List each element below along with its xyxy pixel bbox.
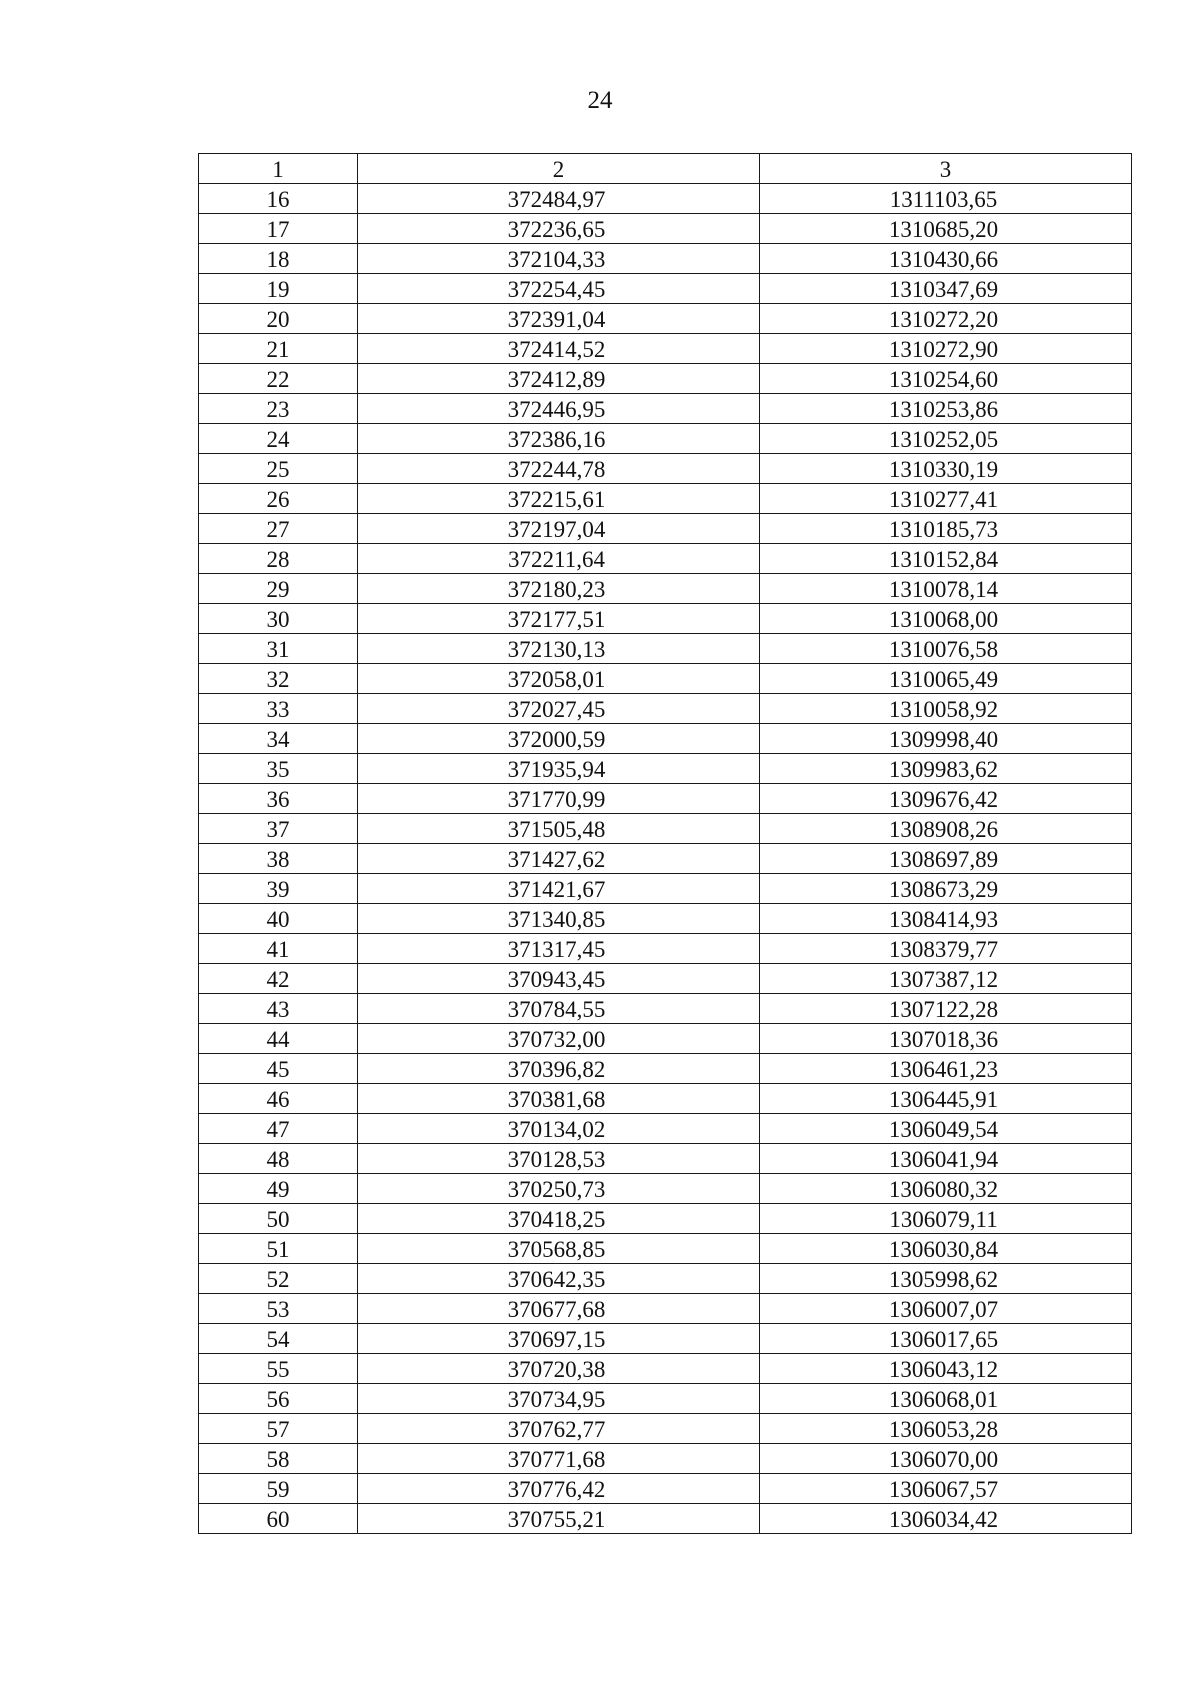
coordinate-x-cell: 370755,21	[358, 1504, 760, 1534]
coordinate-y-cell: 1306068,01	[760, 1384, 1132, 1414]
point-number-cell: 30	[199, 604, 358, 634]
coordinate-y-cell: 1309998,40	[760, 724, 1132, 754]
table-row	[199, 544, 1132, 574]
coordinate-x-cell: 370128,53	[358, 1144, 760, 1174]
point-number-cell: 43	[199, 994, 358, 1024]
point-number-cell: 50	[199, 1204, 358, 1234]
coordinate-x-cell: 372177,51	[358, 604, 760, 634]
table-row	[199, 364, 1132, 394]
table-row	[199, 754, 1132, 784]
point-number-cell: 54	[199, 1324, 358, 1354]
point-number-cell: 41	[199, 934, 358, 964]
point-number-cell: 29	[199, 574, 358, 604]
table-row	[199, 1414, 1132, 1444]
coordinate-y-cell: 1306034,42	[760, 1504, 1132, 1534]
coordinate-y-cell: 1309676,42	[760, 784, 1132, 814]
coordinates-table	[198, 153, 1132, 1534]
table-row	[199, 784, 1132, 814]
coordinate-x-cell: 372130,13	[358, 634, 760, 664]
point-number-cell: 42	[199, 964, 358, 994]
point-number-cell: 53	[199, 1294, 358, 1324]
table-row	[199, 274, 1132, 304]
table-row	[199, 244, 1132, 274]
table-row	[199, 1504, 1132, 1534]
table-row	[199, 1084, 1132, 1114]
coordinate-y-cell: 1306445,91	[760, 1084, 1132, 1114]
table-row	[199, 1144, 1132, 1174]
point-number-cell: 44	[199, 1024, 358, 1054]
table-row	[199, 1114, 1132, 1144]
coordinate-x-cell: 371935,94	[358, 754, 760, 784]
coordinate-x-cell: 370943,45	[358, 964, 760, 994]
table-row	[199, 1354, 1132, 1384]
point-number-cell: 38	[199, 844, 358, 874]
point-number-cell: 48	[199, 1144, 358, 1174]
point-number-cell: 27	[199, 514, 358, 544]
coordinate-x-cell: 370677,68	[358, 1294, 760, 1324]
table-row	[199, 934, 1132, 964]
table-row	[199, 394, 1132, 424]
coordinate-x-cell: 370381,68	[358, 1084, 760, 1114]
table-row	[199, 1294, 1132, 1324]
coordinate-x-cell: 370697,15	[358, 1324, 760, 1354]
coordinate-x-cell: 370568,85	[358, 1234, 760, 1264]
table-row	[199, 574, 1132, 604]
coordinate-x-cell: 370134,02	[358, 1114, 760, 1144]
point-number-cell: 45	[199, 1054, 358, 1084]
point-number-cell: 33	[199, 694, 358, 724]
coordinate-y-cell: 1310272,90	[760, 334, 1132, 364]
table-row	[199, 694, 1132, 724]
point-number-cell: 17	[199, 214, 358, 244]
column-header-3: 3	[760, 154, 1132, 184]
point-number-cell: 56	[199, 1384, 358, 1414]
table-row	[199, 1234, 1132, 1264]
coordinate-x-cell: 372391,04	[358, 304, 760, 334]
coordinate-x-cell: 372215,61	[358, 484, 760, 514]
coordinate-y-cell: 1310152,84	[760, 544, 1132, 574]
coordinate-y-cell: 1310252,05	[760, 424, 1132, 454]
coordinate-x-cell: 372412,89	[358, 364, 760, 394]
point-number-cell: 25	[199, 454, 358, 484]
point-number-cell: 23	[199, 394, 358, 424]
coordinate-y-cell: 1311103,65	[760, 184, 1132, 214]
coordinate-y-cell: 1310065,49	[760, 664, 1132, 694]
coordinate-x-cell: 372236,65	[358, 214, 760, 244]
point-number-cell: 60	[199, 1504, 358, 1534]
coordinate-y-cell: 1308414,93	[760, 904, 1132, 934]
column-header-2: 2	[358, 154, 760, 184]
coordinate-y-cell: 1310347,69	[760, 274, 1132, 304]
coordinate-y-cell: 1310685,20	[760, 214, 1132, 244]
table-row	[199, 634, 1132, 664]
coordinate-x-cell: 372104,33	[358, 244, 760, 274]
coordinate-y-cell: 1306007,07	[760, 1294, 1132, 1324]
table-row	[199, 994, 1132, 1024]
table-row	[199, 1474, 1132, 1504]
table-row	[199, 1204, 1132, 1234]
point-number-cell: 47	[199, 1114, 358, 1144]
point-number-cell: 58	[199, 1444, 358, 1474]
point-number-cell: 35	[199, 754, 358, 784]
coordinate-y-cell: 1310330,19	[760, 454, 1132, 484]
coordinate-y-cell: 1310253,86	[760, 394, 1132, 424]
table-row	[199, 184, 1132, 214]
coordinate-y-cell: 1306080,32	[760, 1174, 1132, 1204]
page-number: 24	[587, 87, 613, 114]
table-row	[199, 1444, 1132, 1474]
point-number-cell: 59	[199, 1474, 358, 1504]
coordinate-x-cell: 372244,78	[358, 454, 760, 484]
coordinate-y-cell: 1310058,92	[760, 694, 1132, 724]
table-row	[199, 1054, 1132, 1084]
coordinate-x-cell: 371427,62	[358, 844, 760, 874]
coordinate-y-cell: 1310185,73	[760, 514, 1132, 544]
coordinate-x-cell: 372211,64	[358, 544, 760, 574]
coordinate-y-cell: 1310277,41	[760, 484, 1132, 514]
table-row	[199, 454, 1132, 484]
coordinate-y-cell: 1308673,29	[760, 874, 1132, 904]
point-number-cell: 19	[199, 274, 358, 304]
table-row	[199, 1024, 1132, 1054]
coordinate-x-cell: 371421,67	[358, 874, 760, 904]
point-number-cell: 37	[199, 814, 358, 844]
table-row	[199, 1264, 1132, 1294]
coordinate-x-cell: 370784,55	[358, 994, 760, 1024]
coordinate-y-cell: 1310076,58	[760, 634, 1132, 664]
coordinate-x-cell: 370771,68	[358, 1444, 760, 1474]
point-number-cell: 34	[199, 724, 358, 754]
coordinate-y-cell: 1310430,66	[760, 244, 1132, 274]
coordinate-y-cell: 1306030,84	[760, 1234, 1132, 1264]
coordinate-y-cell: 1306070,00	[760, 1444, 1132, 1474]
coordinate-x-cell: 370250,73	[358, 1174, 760, 1204]
coordinate-y-cell: 1308908,26	[760, 814, 1132, 844]
coordinate-y-cell: 1306049,54	[760, 1114, 1132, 1144]
coordinate-x-cell: 372254,45	[358, 274, 760, 304]
point-number-cell: 26	[199, 484, 358, 514]
table-row	[199, 484, 1132, 514]
coordinate-y-cell: 1306043,12	[760, 1354, 1132, 1384]
coordinate-y-cell: 1307122,28	[760, 994, 1132, 1024]
table-row	[199, 514, 1132, 544]
coordinate-x-cell: 372180,23	[358, 574, 760, 604]
coordinate-y-cell: 1310078,14	[760, 574, 1132, 604]
coordinate-x-cell: 371340,85	[358, 904, 760, 934]
coordinate-x-cell: 372414,52	[358, 334, 760, 364]
coordinate-y-cell: 1308379,77	[760, 934, 1132, 964]
table-row	[199, 1384, 1132, 1414]
table-row	[199, 844, 1132, 874]
coordinate-x-cell: 372197,04	[358, 514, 760, 544]
coordinate-x-cell: 372446,95	[358, 394, 760, 424]
table-body	[199, 184, 1132, 1534]
coordinate-y-cell: 1307387,12	[760, 964, 1132, 994]
coordinate-x-cell: 370720,38	[358, 1354, 760, 1384]
coordinate-y-cell: 1306041,94	[760, 1144, 1132, 1174]
point-number-cell: 20	[199, 304, 358, 334]
point-number-cell: 24	[199, 424, 358, 454]
coordinate-x-cell: 370734,95	[358, 1384, 760, 1414]
coordinate-x-cell: 370762,77	[358, 1414, 760, 1444]
point-number-cell: 31	[199, 634, 358, 664]
point-number-cell: 21	[199, 334, 358, 364]
table-row	[199, 304, 1132, 334]
header-row	[199, 154, 1132, 184]
table-row	[199, 604, 1132, 634]
point-number-cell: 18	[199, 244, 358, 274]
coordinate-x-cell: 370418,25	[358, 1204, 760, 1234]
point-number-cell: 39	[199, 874, 358, 904]
coordinate-y-cell: 1310272,20	[760, 304, 1132, 334]
point-number-cell: 55	[199, 1354, 358, 1384]
point-number-cell: 16	[199, 184, 358, 214]
table-row	[199, 424, 1132, 454]
table-header	[199, 154, 1132, 184]
column-header-1: 1	[199, 154, 358, 184]
coordinate-x-cell: 370642,35	[358, 1264, 760, 1294]
coordinate-y-cell: 1306067,57	[760, 1474, 1132, 1504]
coordinate-y-cell: 1310254,60	[760, 364, 1132, 394]
coordinate-x-cell: 371770,99	[358, 784, 760, 814]
table-row	[199, 964, 1132, 994]
point-number-cell: 22	[199, 364, 358, 394]
coordinate-y-cell: 1310068,00	[760, 604, 1132, 634]
table-row	[199, 1174, 1132, 1204]
coordinate-x-cell: 372000,59	[358, 724, 760, 754]
point-number-cell: 49	[199, 1174, 358, 1204]
coordinate-x-cell: 372386,16	[358, 424, 760, 454]
coordinate-y-cell: 1306079,11	[760, 1204, 1132, 1234]
point-number-cell: 46	[199, 1084, 358, 1114]
coordinate-y-cell: 1306461,23	[760, 1054, 1132, 1084]
point-number-cell: 51	[199, 1234, 358, 1264]
point-number-cell: 57	[199, 1414, 358, 1444]
table-row	[199, 664, 1132, 694]
table-row	[199, 814, 1132, 844]
point-number-cell: 28	[199, 544, 358, 574]
coordinate-x-cell: 372027,45	[358, 694, 760, 724]
coordinate-y-cell: 1307018,36	[760, 1024, 1132, 1054]
coordinate-x-cell: 370396,82	[358, 1054, 760, 1084]
coordinate-y-cell: 1309983,62	[760, 754, 1132, 784]
coordinate-x-cell: 372484,97	[358, 184, 760, 214]
table-row	[199, 724, 1132, 754]
coordinate-x-cell: 371317,45	[358, 934, 760, 964]
coordinate-y-cell: 1306053,28	[760, 1414, 1132, 1444]
point-number-cell: 52	[199, 1264, 358, 1294]
table-row	[199, 904, 1132, 934]
table-row	[199, 874, 1132, 904]
coordinate-x-cell: 372058,01	[358, 664, 760, 694]
point-number-cell: 40	[199, 904, 358, 934]
table-row	[199, 1324, 1132, 1354]
point-number-cell: 36	[199, 784, 358, 814]
coordinate-x-cell: 370732,00	[358, 1024, 760, 1054]
coordinate-y-cell: 1305998,62	[760, 1264, 1132, 1294]
coordinate-x-cell: 371505,48	[358, 814, 760, 844]
coordinate-x-cell: 370776,42	[358, 1474, 760, 1504]
coordinate-y-cell: 1308697,89	[760, 844, 1132, 874]
table-row	[199, 214, 1132, 244]
point-number-cell: 32	[199, 664, 358, 694]
coordinate-y-cell: 1306017,65	[760, 1324, 1132, 1354]
table-row	[199, 334, 1132, 364]
